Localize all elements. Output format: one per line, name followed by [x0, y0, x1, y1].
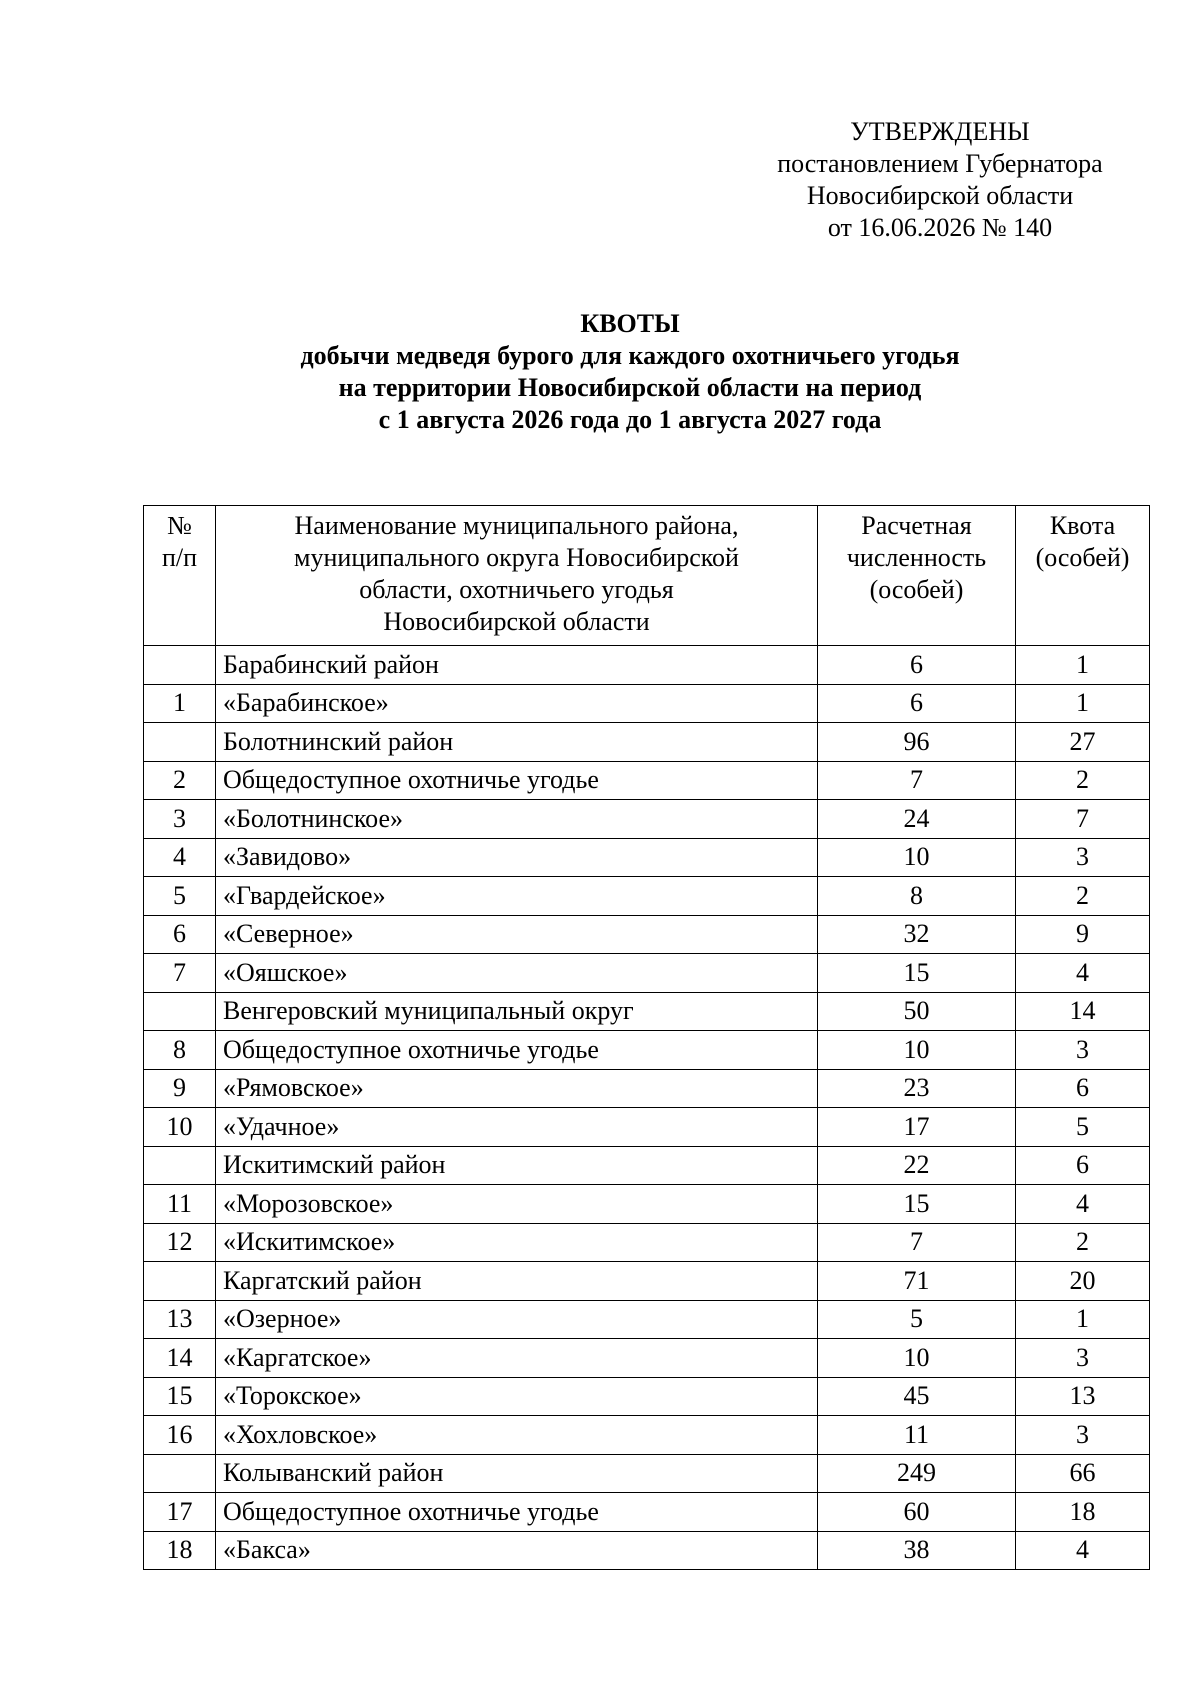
row-number: 1 [144, 684, 216, 723]
row-number: 13 [144, 1300, 216, 1339]
row-number: 15 [144, 1377, 216, 1416]
header-name-line-3: области, охотничьего угодья [359, 575, 674, 604]
row-estimate: 17 [818, 1108, 1016, 1147]
row-estimate: 38 [818, 1531, 1016, 1570]
table-header-row [144, 506, 1150, 646]
table-row [144, 1031, 1150, 1070]
row-number: 2 [144, 761, 216, 800]
row-number [144, 646, 216, 685]
table-row [144, 1108, 1150, 1147]
row-estimate: 71 [818, 1262, 1016, 1301]
row-number: 8 [144, 1031, 216, 1070]
row-quota: 4 [1016, 1185, 1150, 1224]
title-heading: КВОТЫ [580, 309, 680, 338]
row-estimate: 96 [818, 723, 1016, 762]
row-estimate: 15 [818, 954, 1016, 993]
row-name: «Каргатское» [216, 1339, 818, 1378]
row-number: 6 [144, 915, 216, 954]
table-row [144, 800, 1150, 839]
row-quota: 66 [1016, 1454, 1150, 1493]
row-quota: 6 [1016, 1069, 1150, 1108]
row-quota: 2 [1016, 877, 1150, 916]
row-number: 3 [144, 800, 216, 839]
header-name-line-1: Наименование муниципального района, [294, 511, 739, 540]
row-quota: 5 [1016, 1108, 1150, 1147]
header-name [216, 506, 818, 646]
row-number [144, 992, 216, 1031]
row-name: «Барабинское» [216, 684, 818, 723]
row-quota: 9 [1016, 915, 1150, 954]
row-number: 18 [144, 1531, 216, 1570]
row-name: «Рямовское» [216, 1069, 818, 1108]
row-number: 5 [144, 877, 216, 916]
row-quota: 2 [1016, 761, 1150, 800]
table-row-district [144, 1262, 1150, 1301]
row-name: «Искитимское» [216, 1223, 818, 1262]
header-estimate-line-1: Расчетная [861, 511, 972, 540]
row-name: «Удачное» [216, 1108, 818, 1147]
row-estimate: 60 [818, 1493, 1016, 1532]
row-name: Искитимский район [216, 1146, 818, 1185]
quota-table [143, 505, 1150, 1570]
row-quota: 27 [1016, 723, 1150, 762]
row-number: 9 [144, 1069, 216, 1108]
row-quota: 6 [1016, 1146, 1150, 1185]
header-estimate [818, 506, 1016, 646]
row-number [144, 723, 216, 762]
row-name: «Хохловское» [216, 1416, 818, 1455]
table-row [144, 1493, 1150, 1532]
header-quota-line-1: Квота [1049, 511, 1116, 540]
row-estimate: 6 [818, 684, 1016, 723]
header-number-line-1: № [167, 511, 192, 540]
table-body [144, 646, 1150, 1570]
row-name: Общедоступное охотничье угодье [216, 1493, 818, 1532]
header-quota-line-2: (особей) [1035, 543, 1130, 572]
table-row [144, 1377, 1150, 1416]
title-subtitle-line-3: с 1 августа 2026 года до 1 августа 2027 года [378, 405, 882, 434]
row-name: Каргатский район [216, 1262, 818, 1301]
approval-region-line: Новосибирской области [806, 181, 1074, 210]
row-number: 4 [144, 838, 216, 877]
row-estimate: 24 [818, 800, 1016, 839]
row-estimate: 249 [818, 1454, 1016, 1493]
row-name: Барабинский район [216, 646, 818, 685]
header-number [144, 506, 216, 646]
header-estimate-line-3: (особей) [869, 575, 964, 604]
row-name: «Бакса» [216, 1531, 818, 1570]
table-row [144, 1416, 1150, 1455]
row-quota: 3 [1016, 1031, 1150, 1070]
header-name-line-2: муниципального округа Новосибирской [294, 543, 739, 572]
table-row [144, 1300, 1150, 1339]
row-name: «Завидово» [216, 838, 818, 877]
row-name: «Ояшское» [216, 954, 818, 993]
table-row-district [144, 992, 1150, 1031]
approval-decree-line: постановлением Губернатора [777, 149, 1103, 178]
table-row-district [144, 723, 1150, 762]
header-number-line-2: п/п [161, 543, 198, 572]
header-quota [1016, 506, 1150, 646]
row-name: Болотнинский район [216, 723, 818, 762]
row-estimate: 10 [818, 1031, 1016, 1070]
header-estimate-line-2: численность [846, 543, 987, 572]
table-row-district [144, 1146, 1150, 1185]
document-title [140, 308, 1120, 436]
table-row-district [144, 1454, 1150, 1493]
row-number [144, 1146, 216, 1185]
table-row [144, 1069, 1150, 1108]
row-name: «Морозовское» [216, 1185, 818, 1224]
table-row [144, 1531, 1150, 1570]
row-quota: 7 [1016, 800, 1150, 839]
header-name-line-4: Новосибирской области [383, 607, 650, 636]
row-quota: 3 [1016, 838, 1150, 877]
row-quota: 3 [1016, 1416, 1150, 1455]
row-estimate: 11 [818, 1416, 1016, 1455]
row-estimate: 15 [818, 1185, 1016, 1224]
row-name: «Гвардейское» [216, 877, 818, 916]
row-name: Венгеровский муниципальный округ [216, 992, 818, 1031]
row-estimate: 23 [818, 1069, 1016, 1108]
row-name: Общедоступное охотничье угодье [216, 761, 818, 800]
row-quota: 13 [1016, 1377, 1150, 1416]
row-quota: 4 [1016, 954, 1150, 993]
row-quota: 14 [1016, 992, 1150, 1031]
row-name: «Болотнинское» [216, 800, 818, 839]
row-name: Колыванский район [216, 1454, 818, 1493]
table-row [144, 838, 1150, 877]
row-number: 16 [144, 1416, 216, 1455]
row-name: Общедоступное охотничье угодье [216, 1031, 818, 1070]
row-estimate: 10 [818, 1339, 1016, 1378]
row-quota: 1 [1016, 646, 1150, 685]
row-quota: 20 [1016, 1262, 1150, 1301]
row-quota: 1 [1016, 684, 1150, 723]
row-number: 10 [144, 1108, 216, 1147]
approval-heading: УТВЕРЖДЕНЫ [850, 117, 1030, 146]
table-row [144, 761, 1150, 800]
row-quota: 18 [1016, 1493, 1150, 1532]
row-quota: 3 [1016, 1339, 1150, 1378]
row-estimate: 50 [818, 992, 1016, 1031]
table-row [144, 915, 1150, 954]
table-row-district [144, 646, 1150, 685]
row-name: «Озерное» [216, 1300, 818, 1339]
table-row [144, 954, 1150, 993]
table-row [144, 877, 1150, 916]
row-number: 12 [144, 1223, 216, 1262]
approval-block [760, 116, 1120, 244]
row-estimate: 22 [818, 1146, 1016, 1185]
title-subtitle-line-1: добычи медведя бурого для каждого охотничьего угодья [300, 341, 960, 370]
title-subtitle-line-2: на территории Новосибирской области на период [338, 373, 922, 402]
row-estimate: 8 [818, 877, 1016, 916]
table-row [144, 684, 1150, 723]
row-estimate: 7 [818, 1223, 1016, 1262]
row-number: 17 [144, 1493, 216, 1532]
row-number [144, 1262, 216, 1301]
row-quota: 1 [1016, 1300, 1150, 1339]
row-estimate: 7 [818, 761, 1016, 800]
row-number: 11 [144, 1185, 216, 1224]
approval-date-number: от 16.06.2026 № 140 [827, 213, 1053, 242]
row-estimate: 45 [818, 1377, 1016, 1416]
row-estimate: 5 [818, 1300, 1016, 1339]
row-number: 7 [144, 954, 216, 993]
row-number [144, 1454, 216, 1493]
row-name: «Торокское» [216, 1377, 818, 1416]
row-estimate: 10 [818, 838, 1016, 877]
row-quota: 2 [1016, 1223, 1150, 1262]
row-estimate: 6 [818, 646, 1016, 685]
table-row [144, 1339, 1150, 1378]
row-name: «Северное» [216, 915, 818, 954]
table-row [144, 1185, 1150, 1224]
row-estimate: 32 [818, 915, 1016, 954]
table-row [144, 1223, 1150, 1262]
row-quota: 4 [1016, 1531, 1150, 1570]
row-number: 14 [144, 1339, 216, 1378]
